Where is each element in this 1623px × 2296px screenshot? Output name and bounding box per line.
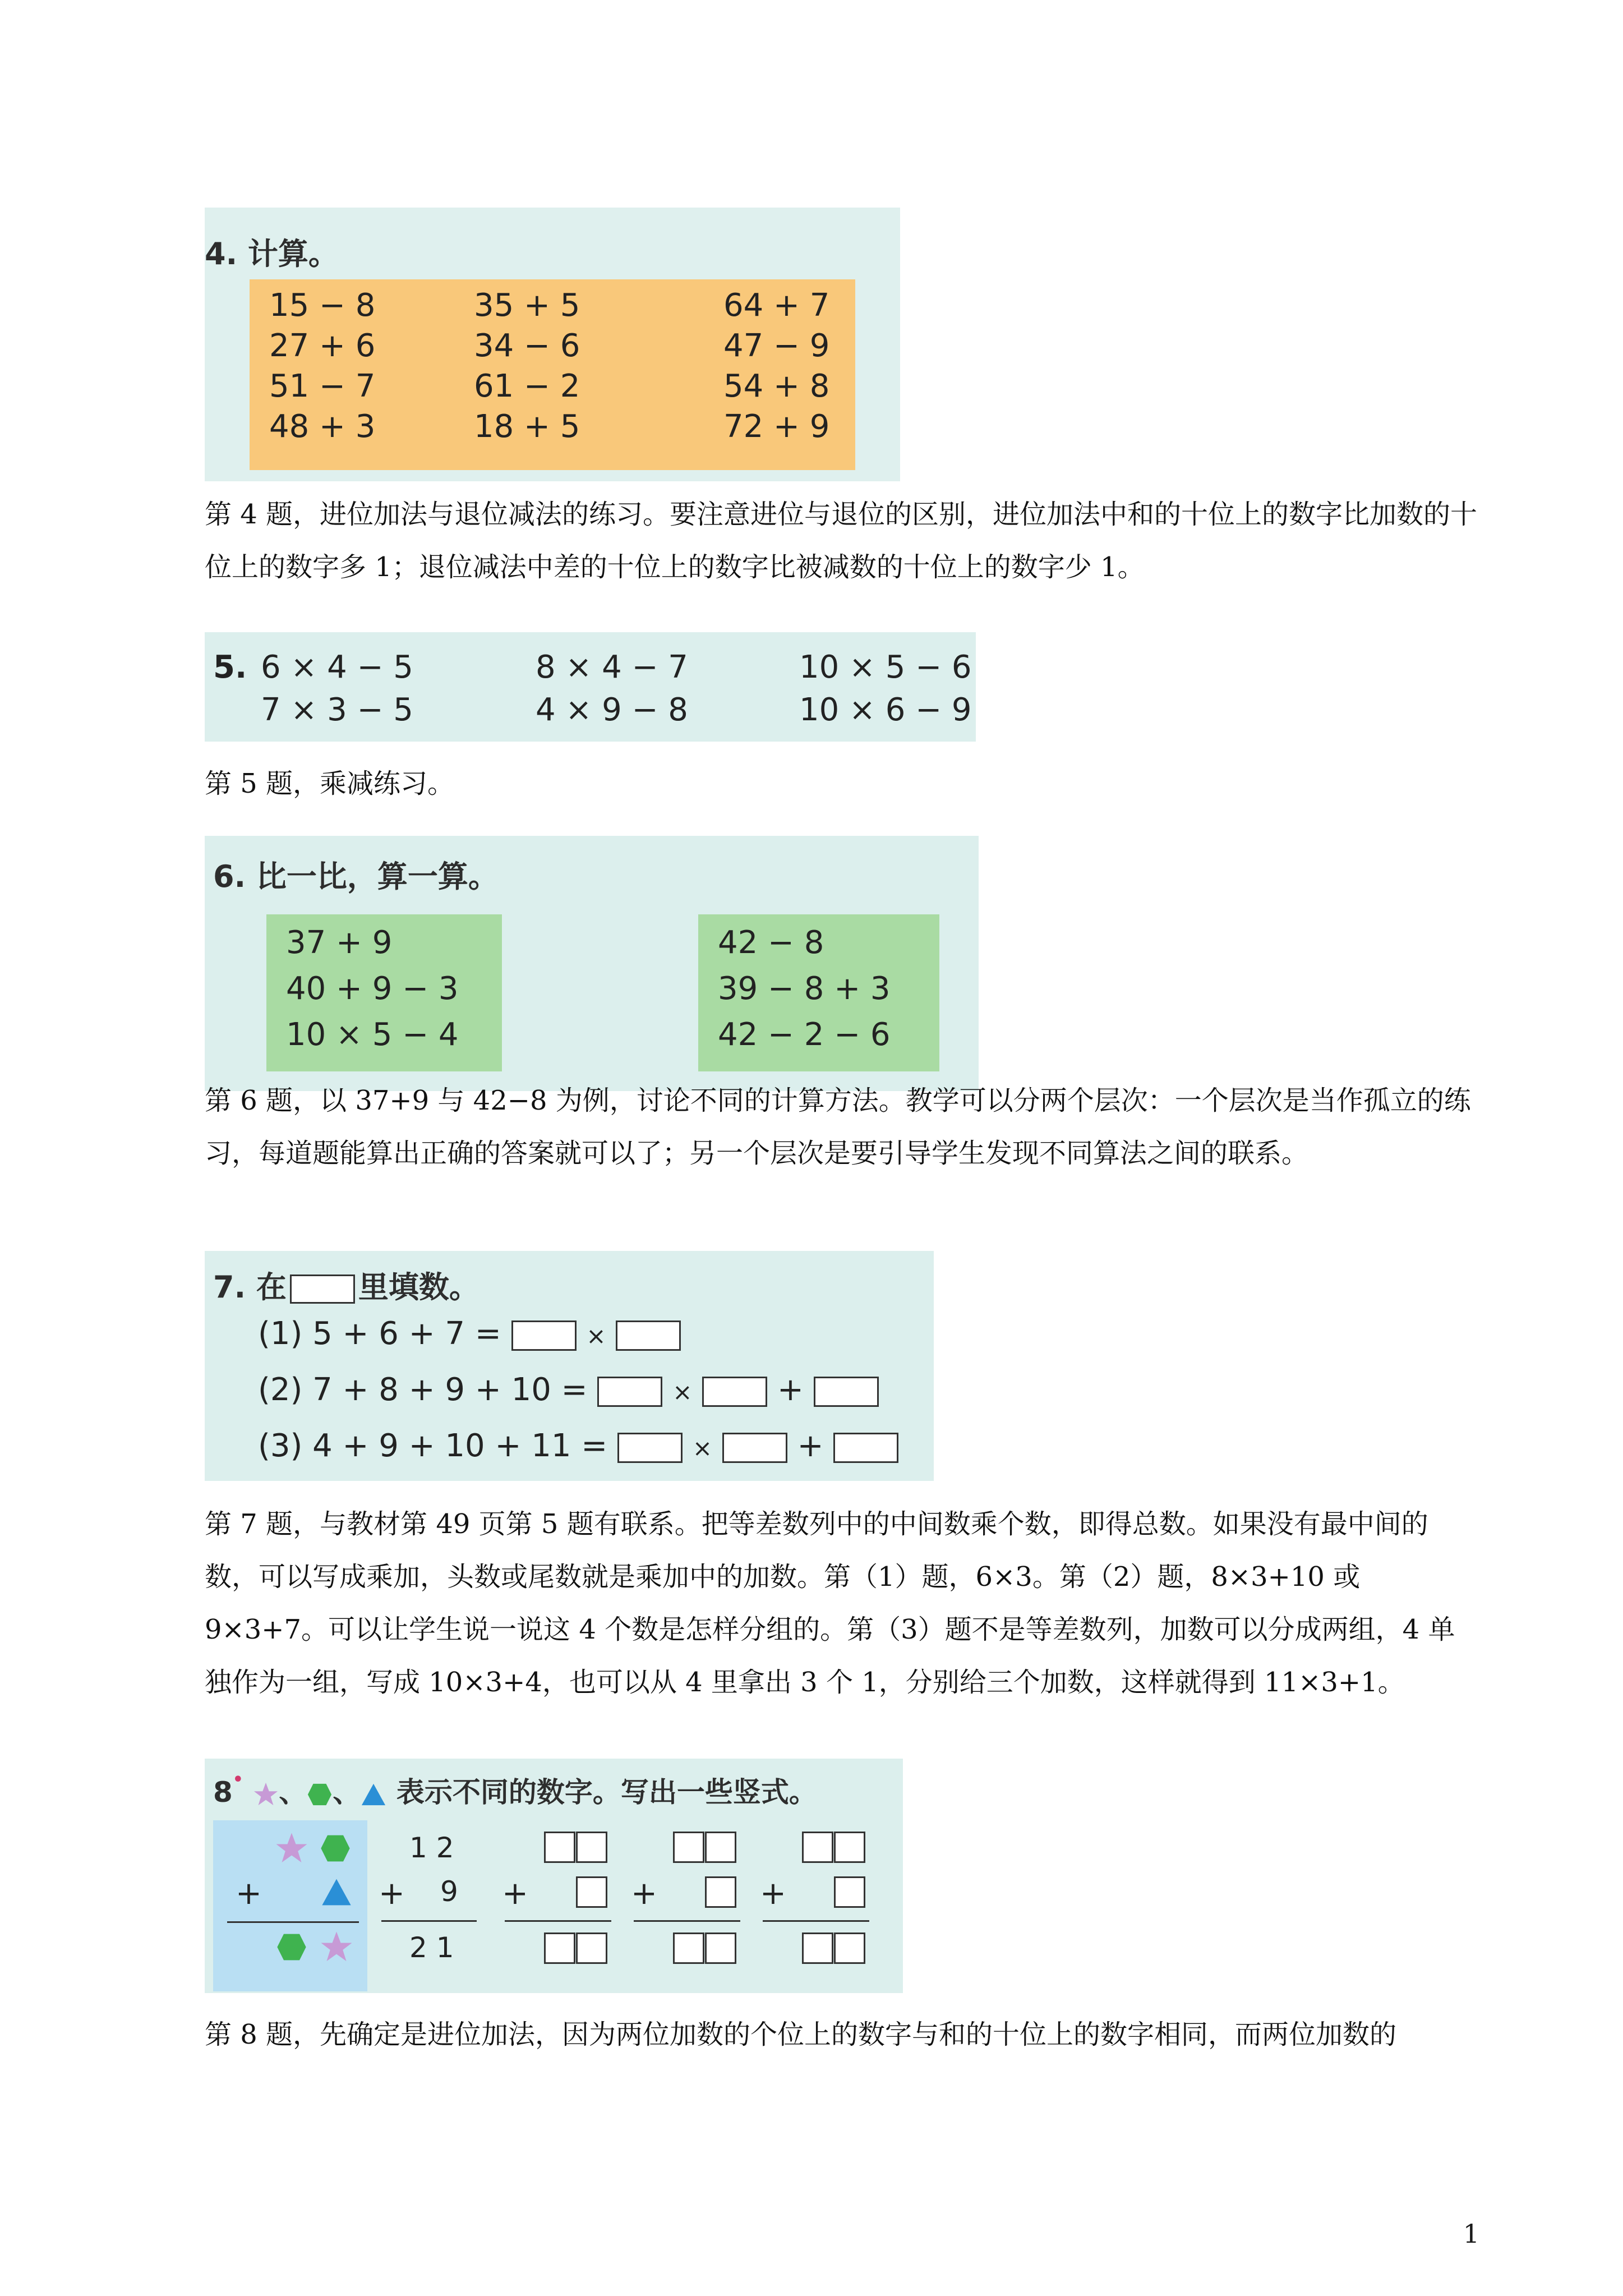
paragraph-q4-text: 第 4 题，进位加法与退位减法的练习。要注意进位与退位的区别，进位加法中和的十位上的数字比加数的十位上的数字多 1；退位减法中差的十位上的数字比被减数的十位上的数字少 1。 [205,499,1478,583]
q4-r1c2: 35 + 5 [474,287,580,324]
q8-title [213,1770,817,1810]
q6-left-panel [266,914,502,1071]
q7-item-3-plus: + [797,1428,824,1464]
q7-item-2-times: × [672,1378,693,1406]
star-icon [275,1832,308,1865]
q8-example [379,1826,479,1989]
q7-item-2-plus: + [777,1372,804,1408]
q7-item-2-box-a[interactable] [597,1377,662,1407]
paragraph-q5-text: 第 5 题，乘减练习。 [205,768,455,799]
q4-r3c1: 51 − 7 [269,368,376,404]
q8-blank-3-bot-b[interactable] [834,1932,865,1964]
q8-blank-1-bot-a[interactable] [544,1932,575,1964]
q4-r4c1: 48 + 3 [269,408,376,445]
q7-item-2-label: (2) 7 + 8 + 9 + 10 = [258,1372,588,1408]
q7-item-1 [258,1315,681,1352]
q8-blank-3 [760,1826,872,1989]
paragraph-q8 [205,2008,1478,2061]
q5-number: 5. [213,649,247,685]
q8-blank-1-bot-b[interactable] [576,1932,607,1964]
q8-blank-2-top-b[interactable] [705,1832,736,1863]
q6-right-2: 39 − 8 + 3 [718,970,891,1007]
hexagon-icon [320,1833,351,1864]
q4-r1c1: 15 − 8 [269,287,376,324]
q7-item-1-box-a[interactable] [511,1320,577,1351]
q6-right-panel [698,914,939,1071]
q7-title-pre: 7. 在 [213,1269,287,1305]
q8-symbol-line [227,1921,359,1923]
q8-blank-2-bot-a[interactable] [673,1932,704,1964]
q7-item-2-box-c[interactable] [814,1377,879,1407]
figure-q5 [205,632,976,742]
q6-left-3: 10 × 5 − 4 [286,1016,459,1053]
hexagon-icon [276,1931,307,1963]
q7-item-3-box-a[interactable] [617,1433,683,1463]
q7-title [213,1263,479,1306]
figure-q4 [205,208,900,481]
q8-sep-2: 、 [333,1776,361,1809]
q8-blank-2-mid[interactable] [705,1876,736,1908]
q8-blank-2-line [634,1920,740,1922]
q8-blank-3-mid[interactable] [834,1876,865,1908]
q4-r4c3: 72 + 9 [723,408,830,445]
triangle-icon [320,1876,353,1908]
q6-right-1: 42 − 8 [718,924,824,961]
q4-r2c1: 27 + 6 [269,328,376,364]
q8-sep-1: 、 [279,1776,307,1809]
figure-q6 [205,836,979,1091]
q7-title-post: 里填数。 [358,1269,479,1305]
q8-blank-1-line [505,1920,611,1922]
q4-r3c2: 61 − 2 [474,368,580,404]
q8-blank-3-top-b[interactable] [834,1832,865,1863]
star-icon [320,1930,353,1964]
q5-r2c3: 10 × 6 − 9 [799,692,972,728]
q8-blank-1 [502,1826,614,1989]
q8-blank-2 [631,1826,743,1989]
paragraph-q5 [205,757,1478,810]
q8-number: 8 [213,1776,233,1809]
q4-title: 4. 计算。 [205,236,339,272]
q8-blank-1-top-b[interactable] [576,1832,607,1863]
q8-blank-1-mid[interactable] [576,1876,607,1908]
q7-item-2 [258,1372,879,1408]
q7-item-1-label: (1) 5 + 6 + 7 = [258,1315,501,1352]
q8-example-top: 1 2 [409,1832,454,1864]
q8-dot: • [232,1770,243,1789]
q7-item-1-times: × [586,1322,606,1350]
q8-blank-1-top-a[interactable] [544,1832,575,1863]
q4-r1c3: 64 + 7 [723,287,830,324]
q8-blank-3-line [763,1920,869,1922]
paragraph-q7 [205,1498,1478,1709]
q6-left-2: 40 + 9 − 3 [286,970,459,1007]
q7-title-box [290,1274,355,1304]
q7-item-3-box-b[interactable] [722,1433,787,1463]
q5-r2c1: 7 × 3 − 5 [261,692,413,728]
q7-item-3-times: × [692,1434,713,1462]
q7-item-3-box-c[interactable] [833,1433,898,1463]
figure-q8 [205,1759,903,1993]
q4-r4c2: 18 + 5 [474,408,580,445]
paragraph-q6 [205,1074,1478,1180]
q8-blank-3-top-a[interactable] [802,1832,833,1863]
q8-blank-2-plus: + [631,1875,657,1912]
q8-blank-2-bot-b[interactable] [705,1932,736,1964]
q4-r3c3: 54 + 8 [723,368,830,404]
q8-example-line [381,1920,477,1922]
q8-example-mid: 9 [440,1875,458,1908]
q8-example-plus: + [379,1875,405,1912]
paragraph-q4 [205,488,1478,593]
q4-panel [250,279,855,470]
q6-right-3: 42 − 2 − 6 [718,1016,891,1053]
q8-blank-3-bot-a[interactable] [802,1932,833,1964]
q7-item-2-box-b[interactable] [702,1377,767,1407]
q6-left-1: 37 + 9 [286,924,393,961]
triangle-icon [361,1782,386,1807]
q7-item-3 [258,1428,898,1464]
paragraph-q7-text: 第 7 题，与教材第 49 页第 5 题有联系。把等差数列中的中间数乘个数，即得总数。如果没有最中间的数，可以写成乘加，头数或尾数就是乘加中的加数。第（1）题，6×3。第（2）题，8×3+10 或 9×3+7。可以让学生说一说这 4 个数是怎样分组的。第（3）题不是等差数列，加数可以分成两组，4 单独作为一组，写成 10×3+4，也可以从 4 里拿出 3 个 1，分别给三个加数，这样就得到 11×3+1。 [205,1508,1455,1698]
figure-q7 [205,1251,934,1481]
hexagon-icon [307,1782,333,1807]
q6-title: 6. 比一比，算一算。 [213,859,499,894]
q7-item-1-box-b[interactable] [616,1320,681,1351]
q8-blank-1-plus: + [502,1875,528,1912]
q4-r2c2: 34 − 6 [474,328,580,364]
q8-blank-2-top-a[interactable] [673,1832,704,1863]
q8-symbol-panel [213,1820,367,1991]
star-icon [253,1782,279,1807]
q5-r2c2: 4 × 9 − 8 [536,692,688,728]
q5-r1c1: 6 × 4 − 5 [261,649,413,685]
q5-r1c3: 10 × 5 − 6 [799,649,972,685]
q8-blank-3-plus: + [760,1875,786,1912]
paragraph-q6-text: 第 6 题，以 37+9 与 42−8 为例，讨论不同的计算方法。教学可以分两个层次：一个层次是当作孤立的练习，每道题能算出正确的答案就可以了；另一个层次是要引导学生发现不同算法之间的联系。 [205,1085,1471,1169]
q4-r2c3: 47 − 9 [723,328,830,364]
q7-item-3-label: (3) 4 + 9 + 10 + 11 = [258,1428,608,1464]
page-number: 1 [1463,2219,1479,2249]
paragraph-q8-text: 第 8 题，先确定是进位加法，因为两位加数的个位上的数字与和的十位上的数字相同，而两位加数的 [205,2019,1397,2050]
q5-r1c2: 8 × 4 − 7 [536,649,688,685]
q8-example-bottom: 2 1 [409,1931,454,1964]
q8-symbol-plus: + [236,1875,262,1912]
q8-title-text: 表示不同的数字。写出一些竖式。 [396,1776,817,1809]
